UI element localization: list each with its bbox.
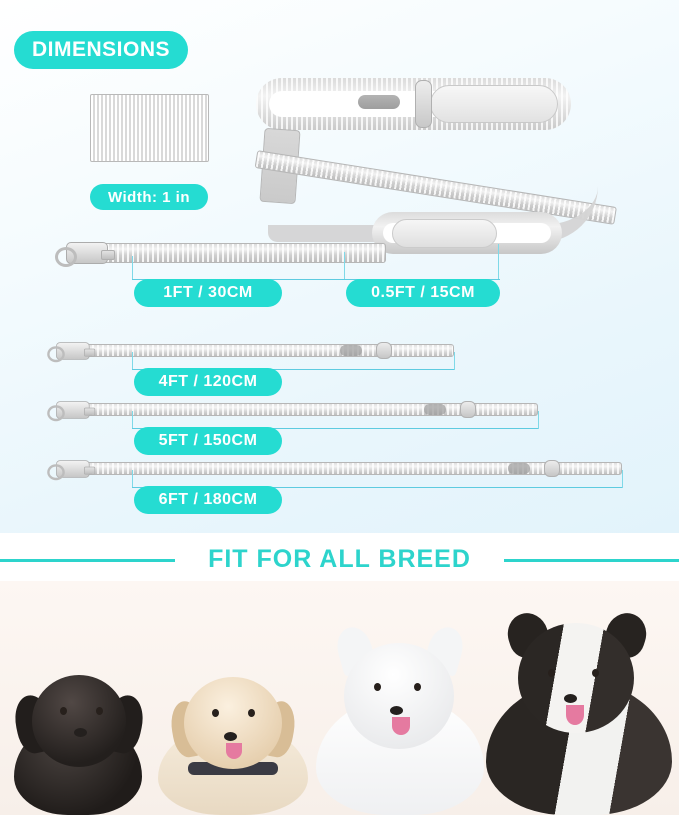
width-badge: Width: 1 in xyxy=(90,184,208,210)
leash-brand-tag-image xyxy=(340,345,362,356)
measure-tick xyxy=(498,244,499,280)
measure-tick xyxy=(132,411,133,429)
measure-tick xyxy=(132,352,133,370)
measure-badge-4ft: 4FT / 120CM xyxy=(134,368,282,396)
measure-tick xyxy=(132,470,133,488)
brand-logo-image xyxy=(358,95,400,109)
measure-tick xyxy=(538,411,539,429)
measure-tick xyxy=(622,470,623,488)
measure-tick xyxy=(454,352,455,370)
leash-brand-tag-image xyxy=(508,463,530,474)
leash-ring-image xyxy=(376,342,392,359)
dog-white-spitz-image xyxy=(312,629,488,815)
measure-badge-5ft: 5FT / 150CM xyxy=(134,427,282,455)
metal-clasp-icon xyxy=(66,242,108,264)
handle-padding-image xyxy=(430,85,558,123)
leash-length-strap-6ft-image xyxy=(86,462,622,475)
leash-main-strap-image xyxy=(86,243,386,263)
webbing-swatch-image xyxy=(90,94,209,162)
measure-tick xyxy=(344,252,345,280)
measure-badge-05ft: 0.5FT / 15CM xyxy=(346,279,500,307)
leash-length-strap-4ft-image xyxy=(86,344,454,357)
leash-ring-image xyxy=(460,401,476,418)
metal-clasp-icon xyxy=(56,460,90,478)
dog-black-poodle-image xyxy=(8,675,148,815)
dog-golden-retriever-puppy-image xyxy=(158,665,308,815)
leash-brand-tag-image xyxy=(424,404,446,415)
dimensions-title-badge: DIMENSIONS xyxy=(14,31,188,69)
handle-slider-ring-image xyxy=(415,80,432,128)
metal-clasp-icon xyxy=(56,401,90,419)
measure-badge-6ft: 6FT / 180CM xyxy=(134,486,282,514)
breed-heading: FIT FOR ALL BREED xyxy=(208,545,471,573)
metal-clasp-icon xyxy=(56,342,90,360)
measure-tick xyxy=(132,256,133,280)
leash-ring-image xyxy=(544,460,560,477)
measure-badge-1ft: 1FT / 30CM xyxy=(134,279,282,307)
dog-photo-strip xyxy=(0,581,679,815)
traffic-handle-padding-image xyxy=(392,219,497,248)
dog-border-collie-image xyxy=(484,609,674,815)
fit-for-all-breed-section xyxy=(0,533,679,815)
